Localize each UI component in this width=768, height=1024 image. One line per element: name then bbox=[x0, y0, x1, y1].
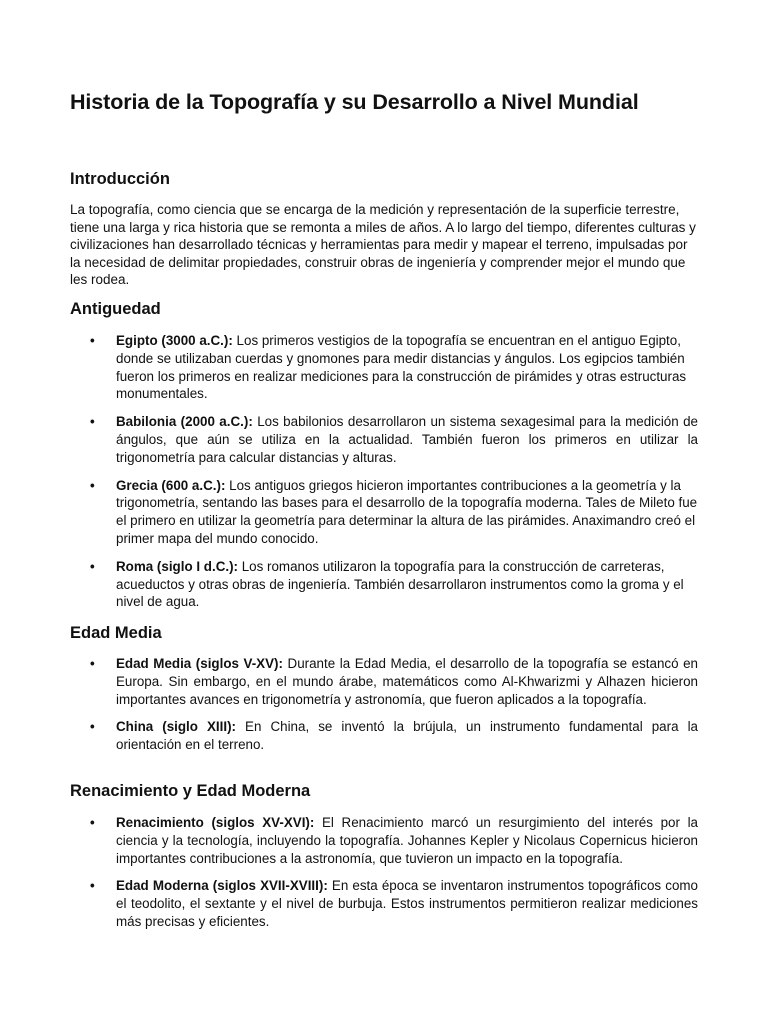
list-item bbox=[70, 413, 698, 466]
item-text: Los romanos utilizaron la topografía para la construcción de carreteras, acueductos y otras obras de ingeniería. También desarrollaron instrumentos como la groma y el nivel de agua. bbox=[116, 558, 684, 610]
bullet-icon: • bbox=[90, 558, 95, 574]
bullet-icon: • bbox=[90, 656, 95, 671]
list-antiguedad bbox=[70, 332, 698, 621]
list-item bbox=[70, 477, 698, 548]
list-item bbox=[70, 655, 698, 708]
item-term: Babilonia (2000 a.C.): bbox=[116, 414, 253, 430]
item-term: China (siglo XIII): bbox=[116, 719, 236, 735]
item-text: En esta época se inventaron instrumentos topográficos como el teodolito, el sextante y el nivel de burbuja. Estos instrumentos permitieron realizar mediciones más precisas y eficientes. bbox=[116, 878, 698, 929]
list-item bbox=[70, 332, 698, 403]
list-item bbox=[70, 558, 698, 611]
item-text: Los primeros vestigios de la topografía se encuentran en el antiguo Egipto, donde se utilizaban cuerdas y gnomones para medir distancias y ángulos. Los egipcios también fueron los primeros en realizar mediciones para la construcción de pirámides y otras estructuras monumentales. bbox=[116, 333, 687, 402]
list-item bbox=[70, 814, 698, 867]
bullet-icon: • bbox=[90, 333, 95, 348]
bullet-icon: • bbox=[90, 719, 95, 735]
item-term: Edad Moderna (siglos XVII-XVIII): bbox=[116, 878, 328, 894]
item-text: Durante la Edad Media, el desarrollo de la topografía se estancó en Europa. Sin embargo, en el mundo árabe, matemáticos como Al-Khwarizmi y Alhazen hicieron importantes avances en trigonometría y astronomía, que fueron aplicados a la topografía. bbox=[116, 656, 699, 707]
item-text: Los antiguos griegos hicieron importantes contribuciones a la geometría y la trigonometría, sentando las bases para el desarrollo de la topografía moderna. Tales de Mileto fue el primero en utilizar la geometría para determinar la altura de las pirámides. Anaximandro creó el primer mapa del mundo conocido. bbox=[116, 477, 698, 546]
item-text: Los babilonios desarrollaron un sistema sexagesimal para la medición de ángulos, que aún se utiliza en la actualidad. También fueron los primeros en utilizar la trigonometría para calcular distancias y alturas. bbox=[116, 414, 698, 465]
item-term: Edad Media (siglos V-XV): bbox=[116, 656, 283, 671]
item-term: Egipto (3000 a.C.): bbox=[116, 333, 233, 348]
list-edad-media bbox=[70, 655, 698, 764]
section-heading-renacimiento: Renacimiento y Edad Moderna bbox=[70, 782, 311, 800]
bullet-icon: • bbox=[90, 815, 95, 830]
section-heading-edad-media: Edad Media bbox=[70, 624, 162, 642]
item-text: En China, se inventó la brújula, un instrumento fundamental para la orientación en el terreno. bbox=[116, 719, 698, 753]
bullet-icon: • bbox=[90, 878, 95, 894]
bullet-icon: • bbox=[90, 477, 95, 493]
list-item bbox=[70, 718, 698, 754]
bullet-icon: • bbox=[90, 414, 95, 430]
item-term: Renacimiento (siglos XV-XVI): bbox=[116, 815, 315, 830]
intro-heading: Introducción bbox=[70, 170, 170, 188]
item-term: Roma (siglo I d.C.): bbox=[116, 558, 238, 574]
list-renacimiento bbox=[70, 814, 698, 941]
intro-paragraph: La topografía, como ciencia que se encarga de la medición y representación de la superficie terrestre, tiene una larga y rica historia que se remonta a miles de años. A lo largo del tiempo, diferentes culturas y civilizaciones han desarrollado técnicas y herramientas para medir y mapear el terreno, impulsadas por la necesidad de delimitar propiedades, construir obras de ingeniería y comprender mejor el mundo que les rodea. bbox=[70, 202, 696, 288]
item-text: El Renacimiento marcó un resurgimiento del interés por la ciencia y la tecnología, incluyendo la topografía. Johannes Kepler y Nicolaus Copernicus hicieron importantes contribuciones a la astronomía, que tuvieron un impacto en la topografía. bbox=[116, 815, 698, 866]
section-heading-antiguedad: Antiguedad bbox=[70, 300, 161, 318]
item-term: Grecia (600 a.C.): bbox=[116, 477, 226, 493]
document-title: Historia de la Topografía y su Desarrollo a Nivel Mundial bbox=[70, 90, 639, 114]
list-item bbox=[70, 877, 698, 930]
